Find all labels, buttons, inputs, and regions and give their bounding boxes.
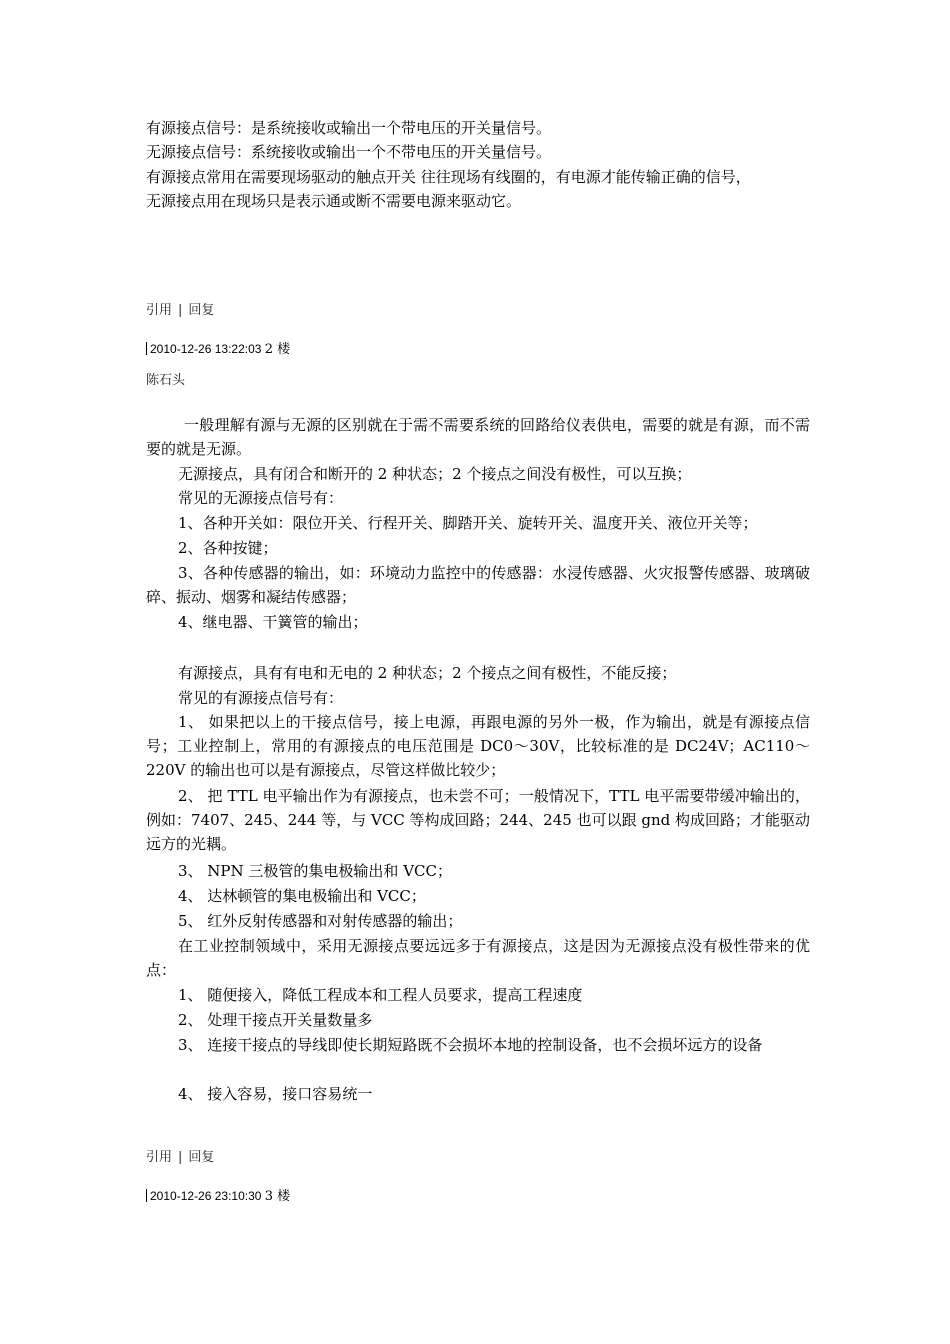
- post2-para-16: 1、 随便接入，降低工程成本和工程人员要求，提高工程速度: [178, 986, 583, 1004]
- post2-para-15: 在工业控制领域中，采用无源接点要远远多于有源接点，这是因为无源接点没有极性带来的优点：: [146, 937, 810, 979]
- post2-para-12: 3、 NPN 三极管的集电极输出和 VCC；: [178, 862, 452, 880]
- post2-para-14: 5、 红外反射传感器和对射传感器的输出；: [178, 912, 463, 930]
- post2-para-8: 有源接点，具有有电和无电的 2 种状态；2 个接点之间有极性，不能反接；: [178, 664, 677, 682]
- post2-para-7: 4、继电器、干簧管的输出；: [178, 613, 368, 631]
- meta-divider: [146, 342, 147, 355]
- reply-link[interactable]: 回复: [188, 1150, 215, 1165]
- post2-para-11: 2、 把 TTL 电平输出作为有源接点，也未尝不可；一般情况下，TTL 电平需要带缓冲输出的，例如：7407、245、244 等，与 VCC 等构成回路；244、245 也可以跟 gnd 构成回路；才能驱动远方的光耦。: [146, 787, 810, 853]
- post2-para-1: 一般理解有源与无源的区别就在于需不需要系统的回路给仪表供电，需要的就是有源，而不需要的就是无源。: [146, 416, 810, 458]
- post2-para-5: 2、各种按键；: [178, 539, 278, 557]
- post3-timestamp: 2010-12-26 23:10:30: [150, 1189, 262, 1203]
- post2-para-18: 3、 连接干接点的导线即使长期短路既不会损坏本地的控制设备，也不会损坏远方的设备: [178, 1036, 763, 1054]
- reply-link[interactable]: 回复: [188, 303, 215, 318]
- quote-link[interactable]: 引用: [146, 303, 173, 318]
- quote-link[interactable]: 引用: [146, 1150, 173, 1165]
- meta-divider: [146, 1189, 147, 1202]
- post2-para-17: 2、 处理干接点开关量数量多: [178, 1011, 373, 1029]
- post2-para-10: 1、 如果把以上的干接点信号，接上电源，再跟电源的另外一极，作为输出，就是有源接点信号；工业控制上，常用的有源接点的电压范围是 DC0～30V，比较标准的是 DC24V；AC110～220V 的输出也可以是有源接点，尽管这样做比较少；: [146, 713, 810, 779]
- post2-floor: 2 楼: [264, 342, 291, 357]
- post1-line-4: 无源接点用在现场只是表示通或断不需要电源来驱动它。: [146, 192, 522, 210]
- post2-para-4: 1、各种开关如：限位开关、行程开关、脚踏开关、旋转开关、温度开关、液位开关等；: [178, 514, 758, 532]
- post2-para-6: 3、各种传感器的输出，如：环境动力监控中的传感器：水浸传感器、火灾报警传感器、玻璃破碎、振动、烟雾和凝结传感器；: [146, 564, 810, 606]
- post2-para-9: 常见的有源接点信号有：: [178, 689, 344, 707]
- post1-line-1: 有源接点信号：是系统接收或输出一个带电压的开关量信号。: [146, 119, 552, 137]
- post1-actions: [146, 302, 214, 320]
- post2-author: 陈石头: [146, 373, 186, 388]
- post2-timestamp: 2010-12-26 13:22:03: [150, 342, 262, 356]
- post1-line-3: 有源接点常用在需要现场驱动的触点开关 往往现场有线圈的，有电源才能传输正确的信号，: [146, 168, 751, 186]
- post3-floor: 3 楼: [264, 1189, 291, 1204]
- post3-meta: [146, 1185, 290, 1204]
- separator: |: [178, 303, 183, 318]
- post2-actions: [146, 1149, 214, 1167]
- post2-para-3: 常见的无源接点信号有：: [178, 489, 344, 507]
- post1-line-2: 无源接点信号：系统接收或输出一个不带电压的开关量信号。: [146, 143, 552, 161]
- separator: |: [178, 1150, 183, 1165]
- post2-para-13: 4、 达林顿管的集电极输出和 VCC；: [178, 887, 426, 905]
- post2-para-2: 无源接点，具有闭合和断开的 2 种状态；2 个接点之间没有极性，可以互换；: [178, 465, 692, 483]
- post2-para-19: 4、 接入容易，接口容易统一: [178, 1085, 373, 1103]
- post2-meta: [146, 338, 290, 357]
